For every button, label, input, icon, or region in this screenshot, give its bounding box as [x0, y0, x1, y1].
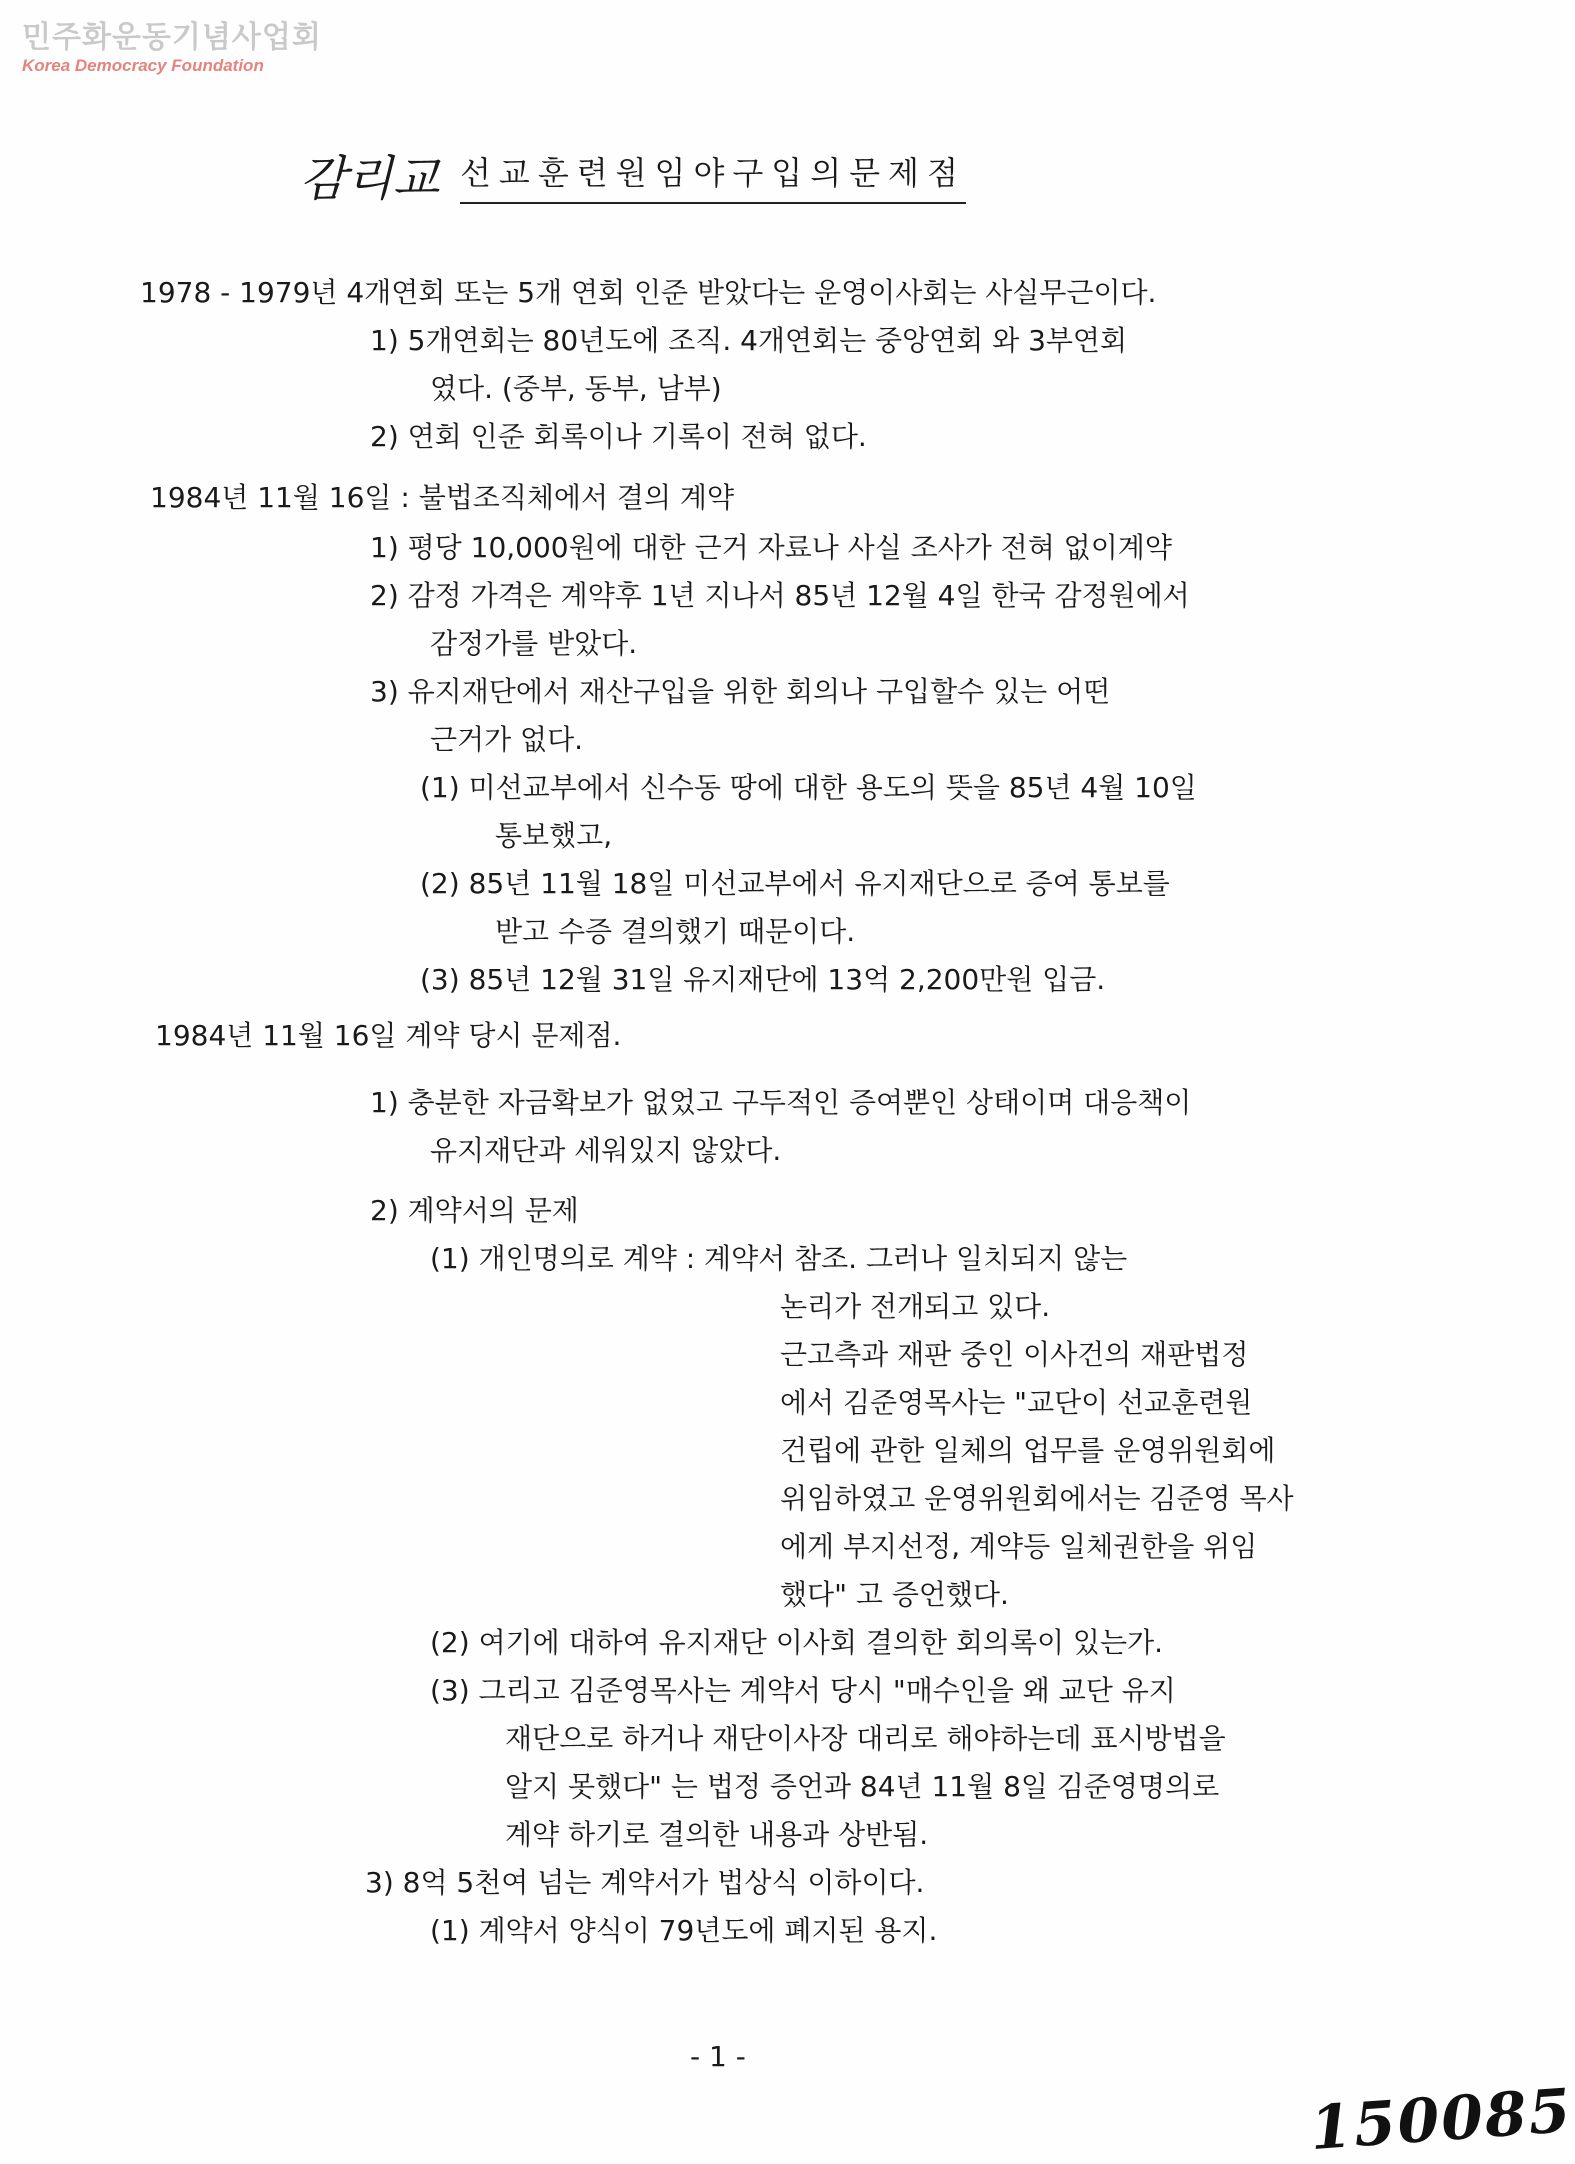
text-line: 1) 충분한 자금확보가 없었고 구두적인 증여뿐인 상태이며 대응책이	[370, 1086, 1192, 1119]
text-line: 통보했고,	[495, 819, 613, 852]
text-line: 2) 계약서의 문제	[370, 1194, 579, 1227]
text-line: 근거가 없다.	[430, 723, 584, 756]
text-line: (2) 여기에 대하여 유지재단 이사회 결의한 회의록이 있는가.	[430, 1626, 1163, 1659]
text-line: 3) 8억 5천여 넘는 계약서가 법상식 이하이다.	[365, 1866, 925, 1899]
text-line: 에게 부지선정, 계약등 일체권한을 위임	[780, 1530, 1258, 1563]
text-line: (1) 개인명의로 계약 : 계약서 참조. 그러나 일치되지 않는	[430, 1242, 1128, 1275]
text-line: (1) 계약서 양식이 79년도에 폐지된 용지.	[430, 1914, 938, 1947]
text-line: 했다" 고 증언했다.	[780, 1578, 1009, 1611]
logo-korean-text: 민주화운동기념사업회	[22, 20, 322, 55]
text-line: 3) 유지재단에서 재산구입을 위한 회의나 구입할수 있는 어떤	[370, 675, 1111, 708]
text-line: 1984년 11월 16일 계약 당시 문제점.	[155, 1019, 622, 1052]
text-line: 위임하였고 운영위원회에서는 김준영 목사	[780, 1482, 1294, 1515]
text-line: 1) 평당 10,000원에 대한 근거 자료나 사실 조사가 전혀 없이계약	[370, 531, 1172, 564]
text-line: 재단으로 하거나 재단이사장 대리로 해야하는데 표시방법을	[505, 1722, 1226, 1755]
text-line: 1984년 11월 16일 : 불법조직체에서 결의 계약	[150, 481, 735, 514]
title-lead: 감리교	[300, 151, 440, 207]
text-line: 알지 못했다" 는 법정 증언과 84년 11월 8일 김준영명의로	[505, 1770, 1220, 1803]
text-line: 1978 - 1979년 4개연회 또는 5개 연회 인준 받았다는 운영이사회는 사실무근이다.	[140, 276, 1157, 309]
foundation-logo	[22, 20, 322, 76]
text-line: 감정가를 받았다.	[430, 627, 638, 660]
text-line: 받고 수증 결의했기 때문이다.	[495, 915, 856, 948]
text-line: 였다. (중부, 동부, 남부)	[430, 372, 722, 405]
text-line: 에서 김준영목사는 "교단이 선교훈련원	[780, 1386, 1253, 1419]
title-main: 선교훈련원임야구입의문제점	[460, 148, 966, 204]
text-line: 계약 하기로 결의한 내용과 상반됨.	[505, 1818, 929, 1851]
text-line: 2) 감정 가격은 계약후 1년 지나서 85년 12월 4일 한국 감정원에서	[370, 579, 1190, 612]
archive-stamp-number: 150085	[1307, 2075, 1575, 2164]
text-line: (1) 미선교부에서 신수동 땅에 대한 용도의 뜻을 85년 4월 10일	[420, 771, 1197, 804]
text-line: 유지재단과 세워있지 않았다.	[430, 1134, 782, 1167]
text-line: 2) 연회 인준 회록이나 기록이 전혀 없다.	[370, 420, 867, 453]
text-line: 1) 5개연회는 80년도에 조직. 4개연회는 중앙연회 와 3부연회	[370, 324, 1128, 357]
text-line: (3) 그리고 김준영목사는 계약서 당시 "매수인을 왜 교단 유지	[430, 1674, 1176, 1707]
text-line: (2) 85년 11월 18일 미선교부에서 유지재단으로 증여 통보를	[420, 867, 1170, 900]
text-line: (3) 85년 12월 31일 유지재단에 13억 2,200만원 입금.	[420, 963, 1106, 996]
page-number: - 1 -	[690, 2040, 746, 2073]
text-line: 논리가 전개되고 있다.	[780, 1290, 1051, 1323]
text-line: 근고측과 재판 중인 이사건의 재판법정	[780, 1338, 1249, 1371]
text-line: 건립에 관한 일체의 업무를 운영위원회에	[780, 1434, 1276, 1467]
logo-english-text: Korea Democracy Foundation	[22, 56, 264, 75]
